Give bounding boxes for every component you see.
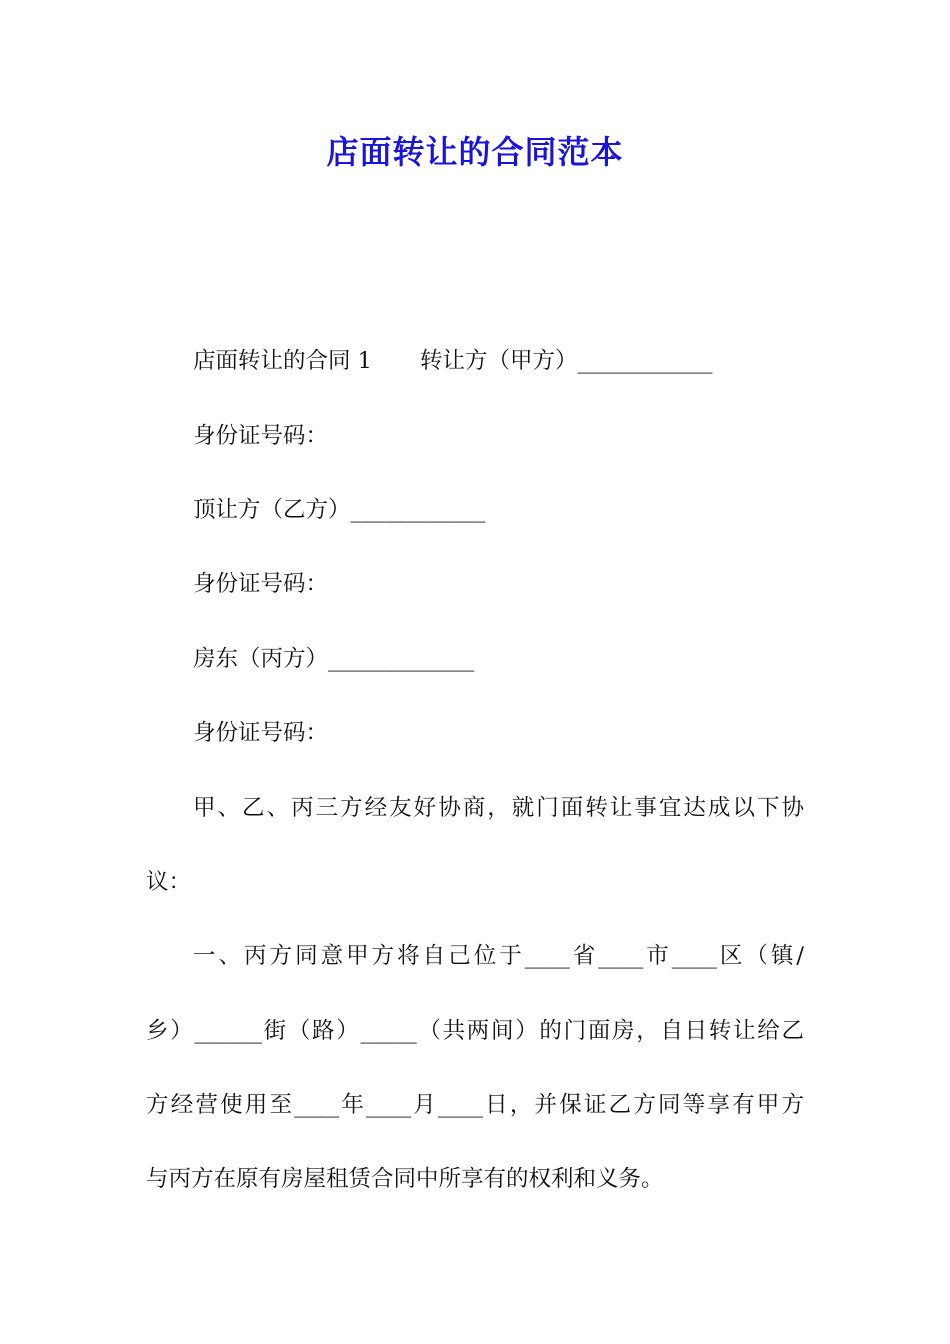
- clause-1-line-4: 与丙方在原有房屋租赁合同中所享有的权利和义务。: [146, 1166, 664, 1192]
- party-b-field: 顶让方（乙方）____________: [193, 497, 486, 523]
- contract-number: 店面转让的合同 1: [193, 348, 372, 374]
- clause-1-line-2: 乡）______街（路）_____（共两间）的门面房，自日转让给乙: [146, 1018, 804, 1044]
- party-a-field: 转让方（甲方）____________: [419, 348, 713, 374]
- document-title: 店面转让的合同范本: [326, 133, 624, 171]
- party-b-id-field: 身份证号码：: [193, 571, 329, 597]
- party-c-field: 房东（丙方）_____________: [193, 646, 475, 672]
- agreement-intro-line-1: 甲、乙、丙三方经友好协商，就门面转让事宜达成以下协: [193, 795, 804, 821]
- clause-1-line-3: 方经营使用至____年____月____日，并保证乙方同等享有甲方: [146, 1092, 804, 1118]
- agreement-intro-line-2: 议：: [146, 869, 192, 895]
- party-a-id-field: 身份证号码：: [193, 423, 329, 449]
- clause-1-line-1: 一、丙方同意甲方将自己位于____省____市____区（镇/: [193, 943, 804, 969]
- contract-heading-line: [193, 346, 712, 376]
- party-c-id-field: 身份证号码：: [193, 720, 329, 746]
